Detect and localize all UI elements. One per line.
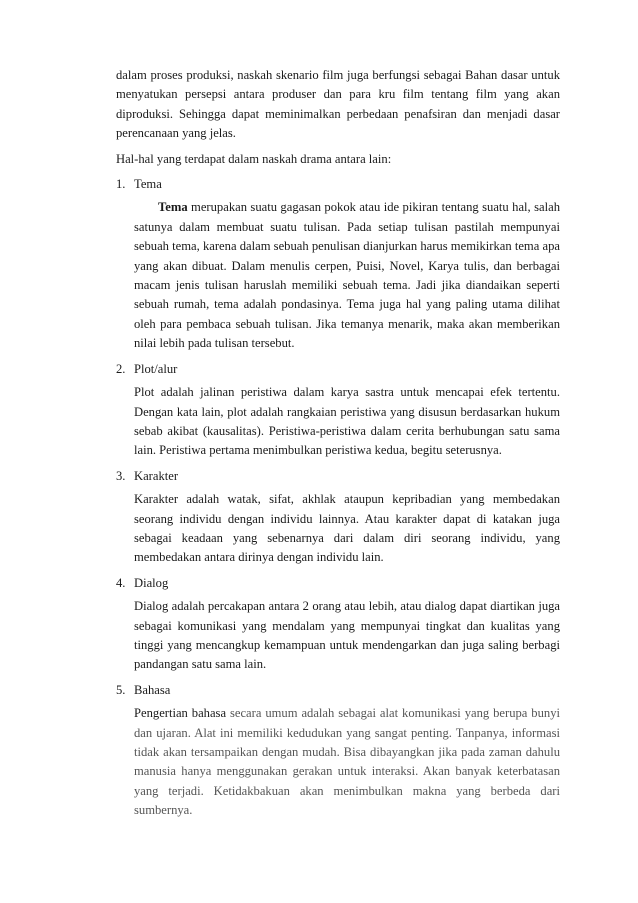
list-item-heading: [116, 574, 560, 593]
intro-paragraph: dalam proses produksi, naskah skenario film juga berfungsi sebagai Bahan dasar untuk menyatukan persepsi antara produser dan para kru film tentang film yang akan diproduksi. Sehingga dapat meminimalkan perbedaan penafsiran dan menjadi dasar perencanaan yang jelas.: [116, 68, 560, 141]
term-link: Pengertian bahasa: [134, 706, 227, 721]
body-text: Karakter adalah watak, sifat, akhlak ataupun kepribadian yang membedakan seorang individu dengan individu lainnya. Atau karakter dapat di katakan juga sebagai keadaan yang sebenarnya dari dalam diri seorang individu, yang membedakan antara dirinya dengan individu lain.: [134, 492, 560, 565]
list-item-body: [134, 704, 560, 820]
list-item-body: [134, 383, 560, 461]
list-item-body: [134, 490, 560, 568]
bold-term: Tema: [158, 200, 188, 215]
list-item-body: [134, 597, 560, 675]
list-item-title: Tema: [134, 177, 162, 192]
elements-list: [116, 175, 560, 821]
list-item-number: 4.: [116, 575, 126, 590]
list-item-title: Bahasa: [134, 682, 171, 697]
list-item-number: 2.: [116, 361, 126, 376]
list-item-title: Plot/alur: [134, 361, 178, 376]
intro-section: [116, 66, 560, 169]
list-item-number: 1.: [116, 177, 126, 192]
list-intro-sentence: Hal-hal yang terdapat dalam naskah drama antara lain:: [116, 151, 392, 166]
list-item-title: Dialog: [134, 575, 169, 590]
body-text: merupakan suatu gagasan pokok atau ide pikiran tentang suatu hal, salah satunya dalam membuat suatu tulisan. Pada setiap tulisan pastilah mempunyai sebuah tema, karena dalam sebuah penulisan dianjurkan harus memikirkan tema apa yang akan dibuat. Dalam menulis cerpen, Puisi, Novel, Karya tulis, dan berbagai macam jenis tulisan haruslah memiliki sebuah tema. Jadi jika diandaikan seperti sebuah rumah, tema adalah pondasinya. Tema juga hal yang paling utama dilihat oleh para pembaca sebuah tulisan. Jika temanya menarik, maka akan memberikan nilai lebih pada tulisan tersebut.: [134, 200, 560, 351]
list-item-dialog: [116, 574, 560, 675]
list-item-plot: [116, 360, 560, 461]
list-item-tema: [116, 175, 560, 354]
body-text: Plot adalah jalinan peristiwa dalam karya sastra untuk mencapai efek tertentu. Dengan kata lain, plot adalah rangkaian peristiwa yang disusun berdasarkan hukum sebab akibat (kausalitas). Peristiwa-peristiwa dalam cerita berhubungan satu sama lain. Peristiwa pertama menimbulkan peristiwa kedua, begitu seterusnya.: [134, 385, 560, 458]
body-text: Dialog adalah percakapan antara 2 orang atau lebih, atau dialog dapat diartikan juga sebagai komunikasi yang mendalam yang mempunyai tingkat dan kualitas yang tinggi yang mencangkup kemampuan untuk mendengarkan dan juga saling berbagi pandangan satu sama lain.: [134, 599, 560, 672]
list-item-number: 3.: [116, 468, 126, 483]
list-item-bahasa: [116, 681, 560, 821]
body-text: secara umum adalah sebagai alat komunikasi yang berupa bunyi dan ujaran. Alat ini memiliki kedudukan yang sangat penting. Tanpanya, informasi tidak akan tersampaikan dengan mudah. Bisa dibayangkan jika pada zaman dahulu manusia hanya menggunakan gerakan untuk interaksi. Akan banyak keterbatasan yang terjadi. Ketidakbakuan akan menimbulkan makna yang berbeda dari sumbernya.: [134, 706, 560, 818]
list-item-body: [134, 198, 560, 353]
list-item-heading: [116, 360, 560, 379]
list-item-number: 5.: [116, 682, 126, 697]
list-item-heading: [116, 467, 560, 486]
list-item-heading: [116, 681, 560, 700]
list-item-title: Karakter: [134, 468, 179, 483]
list-item-heading: [116, 175, 560, 194]
list-item-karakter: [116, 467, 560, 568]
